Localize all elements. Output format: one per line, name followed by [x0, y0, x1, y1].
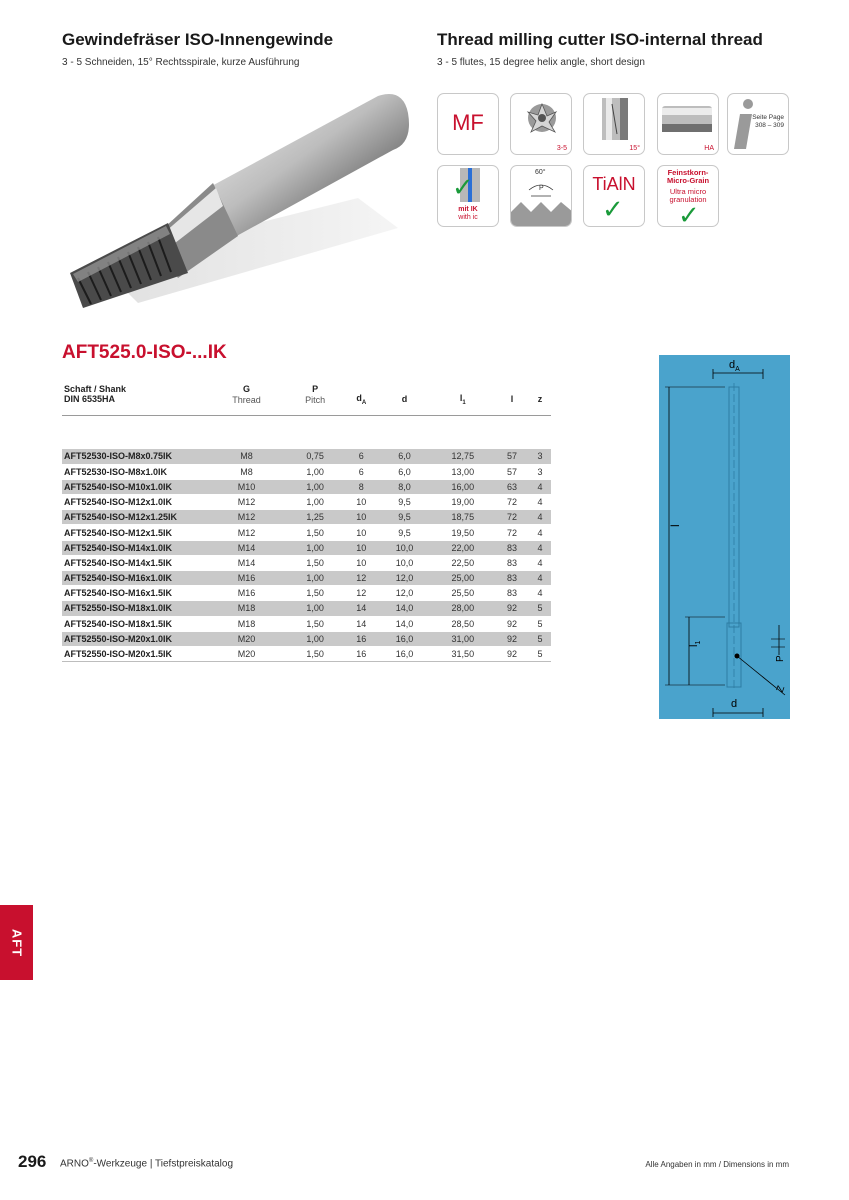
table-cell: 14: [344, 601, 378, 616]
header-l: l: [510, 394, 514, 405]
header-d: d: [401, 394, 408, 405]
article-code-cell: AFT52550-ISO-M18x1.0IK: [62, 601, 207, 616]
table-cell: 31,00: [431, 631, 495, 646]
table-cell: 16,00: [431, 479, 495, 494]
article-code-cell: AFT52540-ISO-M14x1.0IK: [62, 540, 207, 555]
table-cell: 4: [529, 586, 551, 601]
table-row: [62, 631, 551, 646]
table-cell: 22,00: [431, 540, 495, 555]
table-cell: 92: [495, 631, 529, 646]
cutter-end-view-icon: [511, 94, 572, 144]
table-cell: 5: [529, 631, 551, 646]
subtitle-german: 3 - 5 Schneiden, 15° Rechtsspirale, kurze Ausführung: [62, 57, 300, 68]
info-page-icon: [727, 93, 789, 155]
table-cell: 12,0: [378, 571, 430, 586]
article-code-cell: AFT52530-ISO-M8x0.75IK: [62, 449, 207, 464]
checkmark-icon: ✓: [678, 200, 700, 227]
table-cell: 1,00: [286, 631, 344, 646]
helix-cylinder-icon: [584, 94, 645, 144]
table-cell: 72: [495, 495, 529, 510]
table-cell: 4: [529, 555, 551, 570]
table-cell: M14: [207, 555, 286, 570]
table-cell: 18,75: [431, 510, 495, 525]
table-row: [62, 510, 551, 525]
table-cell: 57: [495, 464, 529, 479]
table-cell: 57: [495, 449, 529, 464]
table-cell: 10: [344, 540, 378, 555]
d-label: d: [731, 698, 738, 710]
table-cell: M16: [207, 571, 286, 586]
table-header-row: [62, 381, 551, 415]
table-cell: 10: [344, 495, 378, 510]
table-cell: 19,00: [431, 495, 495, 510]
thread-mill-tool-image: [58, 88, 413, 328]
table-cell: 10: [344, 525, 378, 540]
table-cell: 10: [344, 510, 378, 525]
table-cell: 12,0: [378, 586, 430, 601]
table-cell: 6: [344, 464, 378, 479]
z-label: Z: [774, 684, 788, 694]
footer-catalog: ARNO®-Werkzeuge | Tiefstpreiskatalog: [60, 1158, 234, 1170]
l-label: l: [668, 524, 682, 527]
coating-icon: [583, 165, 645, 227]
page-number: 296: [18, 1152, 47, 1171]
table-cell: M18: [207, 601, 286, 616]
table-cell: 16: [344, 631, 378, 646]
table-cell: 4: [529, 571, 551, 586]
table-cell: 72: [495, 525, 529, 540]
helix-angle-icon: [583, 93, 645, 155]
header-p: P Pitch: [305, 384, 326, 405]
table-row: [62, 601, 551, 616]
table-cell: 8: [344, 479, 378, 494]
table-cell: 0,75: [286, 449, 344, 464]
section-tab-label: AFT: [9, 928, 24, 957]
table-row: [62, 555, 551, 570]
table-cell: 16,0: [378, 646, 430, 661]
table-cell: 6: [344, 449, 378, 464]
mf-label: MF: [452, 110, 484, 135]
table-cell: M16: [207, 586, 286, 601]
table-cell: 14,0: [378, 616, 430, 631]
flutes-label: 3-5: [556, 145, 567, 152]
table-cell: 5: [529, 646, 551, 661]
table-cell: 1,50: [286, 616, 344, 631]
table-cell: 3: [529, 464, 551, 479]
header-z: z: [537, 394, 543, 405]
footer-dimensions-note: Alle Angaben in mm / Dimensions in mm: [645, 1160, 789, 1169]
table-cell: 16,0: [378, 631, 430, 646]
table-cell: 22,50: [431, 555, 495, 570]
table-cell: 14,0: [378, 601, 430, 616]
title-german: Gewindefräser ISO-Innengewinde: [62, 30, 334, 49]
table-cell: 1,00: [286, 601, 344, 616]
table-row: [62, 464, 551, 479]
table-cell: 4: [529, 510, 551, 525]
product-title: AFT525.0-ISO-...IK: [62, 342, 227, 363]
table-cell: 83: [495, 586, 529, 601]
title-english: Thread milling cutter ISO-internal thread: [437, 30, 763, 49]
table-cell: 83: [495, 540, 529, 555]
table-cell: 9,5: [378, 525, 430, 540]
table-cell: 1,25: [286, 510, 344, 525]
table-cell: M14: [207, 540, 286, 555]
micro-grain-title: Feinstkorn- Micro-Grain: [666, 168, 710, 185]
table-cell: 5: [529, 616, 551, 631]
table-cell: 25,00: [431, 571, 495, 586]
checkmark-icon: ✓: [602, 194, 624, 224]
mf-thread-icon: [437, 93, 499, 155]
table-cell: 1,00: [286, 464, 344, 479]
table-row: [62, 449, 551, 464]
table-cell: 1,50: [286, 586, 344, 601]
table-cell: 1,00: [286, 571, 344, 586]
table-cell: 16: [344, 646, 378, 661]
table-row: [62, 616, 551, 631]
table-cell: 6,0: [378, 464, 430, 479]
article-code-cell: AFT52540-ISO-M18x1.5IK: [62, 616, 207, 631]
shank-cylinder-icon: [658, 94, 719, 144]
article-code-cell: AFT52550-ISO-M20x1.5IK: [62, 646, 207, 661]
table-cell: 12: [344, 571, 378, 586]
section-tab-aft: [0, 905, 33, 980]
table-cell: 9,5: [378, 495, 430, 510]
header-da: $d_A$: [356, 392, 367, 406]
subtitle-english: 3 - 5 flutes, 15 degree helix angle, short design: [437, 57, 645, 68]
info-page-ref: Seite Page 308 – 309: [752, 114, 784, 129]
table-cell: 1,00: [286, 495, 344, 510]
l1-label: $l_1$: [688, 640, 702, 647]
table-cell: 12: [344, 586, 378, 601]
article-code-cell: AFT52540-ISO-M16x1.0IK: [62, 571, 207, 586]
article-code-cell: AFT52540-ISO-M12x1.25IK: [62, 510, 207, 525]
table-cell: M8: [207, 464, 286, 479]
article-code-cell: AFT52540-ISO-M12x1.5IK: [62, 525, 207, 540]
table-cell: 25,50: [431, 586, 495, 601]
spec-table-body: [62, 449, 551, 662]
table-cell: 6,0: [378, 449, 430, 464]
table-cell: 9,5: [378, 510, 430, 525]
table-row: [62, 571, 551, 586]
shank-label: HA: [704, 145, 714, 152]
micro-grain-sub: Ultra micro granulation: [669, 187, 707, 204]
article-code-cell: AFT52540-ISO-M10x1.0IK: [62, 479, 207, 494]
table-cell: 1,00: [286, 479, 344, 494]
table-cell: 1,50: [286, 525, 344, 540]
ic-label: mit IK with ic: [458, 206, 478, 221]
table-row: [62, 525, 551, 540]
table-cell: M18: [207, 616, 286, 631]
table-cell: 83: [495, 571, 529, 586]
thread-profile-icon: [510, 165, 572, 227]
header-l1: $l_1$: [459, 392, 466, 406]
table-cell: 1,50: [286, 555, 344, 570]
coating-label: TiAlN: [592, 174, 636, 194]
table-cell: 8,0: [378, 479, 430, 494]
table-cell: M10: [207, 479, 286, 494]
table-cell: 92: [495, 646, 529, 661]
table-cell: 83: [495, 555, 529, 570]
p-label: P: [775, 655, 786, 662]
micro-grain-icon: [657, 165, 719, 227]
table-cell: 92: [495, 616, 529, 631]
tool-dimension-diagram: [659, 355, 790, 719]
helix-label: 15°: [629, 145, 640, 152]
table-cell: 31,50: [431, 646, 495, 661]
table-cell: 4: [529, 525, 551, 540]
table-cell: 1,50: [286, 646, 344, 661]
flutes-icon: [510, 93, 572, 155]
table-cell: M12: [207, 525, 286, 540]
header-shank: Schaft / Shank DIN 6535HA: [64, 384, 127, 404]
pitch-label: P: [539, 185, 544, 192]
table-cell: M12: [207, 495, 286, 510]
header-g: G Thread: [232, 384, 261, 405]
table-row: [62, 495, 551, 510]
table-cell: M12: [207, 510, 286, 525]
table-cell: 5: [529, 601, 551, 616]
table-cell: 92: [495, 601, 529, 616]
table-cell: 10,0: [378, 555, 430, 570]
table-cell: 13,00: [431, 464, 495, 479]
da-label: $d_A$: [729, 359, 740, 373]
table-cell: M20: [207, 646, 286, 661]
article-code-cell: AFT52540-ISO-M14x1.5IK: [62, 555, 207, 570]
table-cell: 72: [495, 510, 529, 525]
article-code-cell: AFT52540-ISO-M12x1.0IK: [62, 495, 207, 510]
article-code-cell: AFT52540-ISO-M16x1.5IK: [62, 586, 207, 601]
table-cell: 28,50: [431, 616, 495, 631]
article-code-cell: AFT52550-ISO-M20x1.0IK: [62, 631, 207, 646]
table-cell: 3: [529, 449, 551, 464]
shank-ha-icon: [657, 93, 719, 155]
table-cell: 63: [495, 479, 529, 494]
internal-coolant-icon: [437, 165, 499, 227]
table-row: [62, 540, 551, 555]
table-cell: M8: [207, 449, 286, 464]
table-cell: 12,75: [431, 449, 495, 464]
table-cell: 1,00: [286, 540, 344, 555]
table-row: [62, 586, 551, 601]
table-cell: 10,0: [378, 540, 430, 555]
table-cell: 19,50: [431, 525, 495, 540]
table-cell: 28,00: [431, 601, 495, 616]
table-cell: 4: [529, 495, 551, 510]
table-cell: 10: [344, 555, 378, 570]
angle-label: 60°: [535, 169, 546, 176]
table-row: [62, 646, 551, 661]
table-cell: 4: [529, 479, 551, 494]
spec-table: [62, 381, 551, 662]
article-code-cell: AFT52530-ISO-M8x1.0IK: [62, 464, 207, 479]
table-row: [62, 479, 551, 494]
table-cell: 4: [529, 540, 551, 555]
table-cell: 14: [344, 616, 378, 631]
table-cell: M20: [207, 631, 286, 646]
checkmark-icon: ✓: [452, 172, 474, 202]
